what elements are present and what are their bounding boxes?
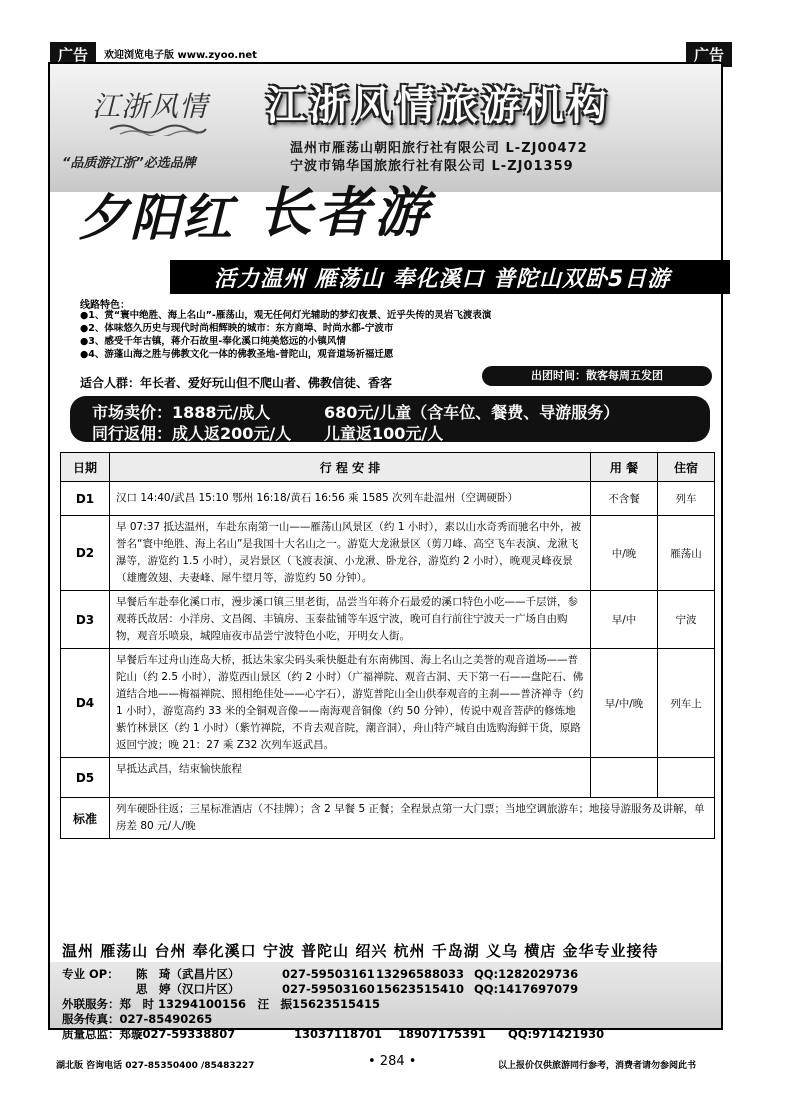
day-cell: D2 bbox=[61, 516, 110, 591]
quality-qq: QQ:971421930 bbox=[508, 1027, 605, 1041]
cities-line: 温州 雁荡山 台州 奉化溪口 宁波 普陀山 绍兴 杭州 千岛湖 义乌 横店 金华专业接待 bbox=[62, 942, 659, 960]
feature-item: ●3、感受千年古镇，蒋介石故里-奉化溪口纯美悠远的小镇风情 bbox=[80, 336, 346, 347]
op-name: 思 婷（汉口片区） bbox=[136, 982, 240, 996]
departure-badge: 出团时间：散客每周五发团 bbox=[482, 366, 712, 386]
op-contact-row bbox=[62, 966, 578, 982]
op-mobile: 15623515410 bbox=[376, 982, 465, 996]
lodging-cell: 宁波 bbox=[658, 591, 715, 649]
rebate-label: 同行返佣： bbox=[92, 424, 173, 443]
itinerary-cell: 早餐后车过舟山连岛大桥，抵达朱家尖码头乘快艇赴有东南佛国、海上名山之美誉的观音道场——普陀山（约 2.5 小时），游览西山景区（约 2 小时）（广福禅院、观音古洞、天下第一石——盘陀石、佛道结合地——梅福禅院、照相绝佳处——心字石），游览普陀山全山供奉观音的主刹——普济禅寺（约 1 小时），游览高约 33 米的全铜观音像——南海观音铜像（约 50 分钟），传说中观音菩萨的修炼地紫竹林景区（约 1 小时）（紫竹禅院，不肯去观音院，潮音洞），舟山特产城自由选购海鲜干货，原路返回宁波；晚 21：27 乘 Z32 次列车返武昌。 bbox=[110, 649, 591, 758]
day-cell: D3 bbox=[61, 591, 110, 649]
lodging-cell: 列车 bbox=[658, 482, 715, 516]
audience-text: 适合人群：年长者、爱好玩山但不爬山者、佛教信徒、香客 bbox=[80, 376, 393, 390]
col-lodging: 住宿 bbox=[658, 453, 715, 482]
table-row bbox=[61, 516, 715, 591]
table-row bbox=[61, 649, 715, 758]
day-cell: D4 bbox=[61, 649, 110, 758]
meal-cell: 不含餐 bbox=[591, 482, 658, 516]
liaison-row: 外联服务：郑 时 13294100156 汪 振15623515415 bbox=[62, 997, 381, 1011]
meal-cell: 中/晚 bbox=[591, 516, 658, 591]
fax-row: 服务传真：027-85490265 bbox=[62, 1012, 213, 1026]
op-name: 陈 琦（武昌片区） bbox=[136, 967, 240, 981]
title-elder-tour: 长者游 bbox=[258, 180, 432, 244]
rebate-line bbox=[92, 421, 443, 444]
child-rebate: 儿童返100元/人 bbox=[324, 424, 444, 443]
op-qq: QQ:1417697079 bbox=[474, 982, 579, 996]
col-date: 日期 bbox=[61, 453, 110, 482]
col-itinerary: 行 程 安 排 bbox=[110, 453, 591, 482]
child-price: 680元/儿童（含车位、餐费、导游服务） bbox=[324, 403, 620, 422]
meal-cell: 早/中 bbox=[591, 591, 658, 649]
table-row bbox=[61, 591, 715, 649]
footer-contact: 湖北版 咨询电话 027-85350400 /85483227 bbox=[56, 1061, 255, 1071]
feature-item: ●4、游蓬山海之胜与佛教文化一体的佛教圣地-普陀山，观音道场祈福迁愿 bbox=[80, 349, 394, 360]
op-qq: QQ:1282029736 bbox=[474, 967, 579, 981]
site-url: 欢迎浏览电子版 www.zyoo.net bbox=[104, 50, 257, 61]
adult-rebate: 成人返200元/人 bbox=[172, 424, 292, 443]
route-title: 活力温州 雁荡山 奉化溪口 普陀山双卧5日游 bbox=[214, 267, 671, 292]
logo: 江浙风情 bbox=[92, 90, 209, 123]
day-cell: D1 bbox=[61, 482, 110, 516]
ad-tag-left: 广告 bbox=[50, 42, 96, 67]
brand-name: 江浙风情旅游机构 bbox=[266, 82, 610, 129]
footer-disclaimer: 以上报价仅供旅游同行参考，消费者请勿参阅此书 bbox=[498, 1061, 697, 1071]
lodging-cell: 列车上 bbox=[658, 649, 715, 758]
quality-row bbox=[62, 1026, 604, 1042]
market-price-label: 市场卖价： bbox=[92, 403, 173, 422]
logo-wave-icon bbox=[108, 122, 208, 136]
ad-tag-right: 广告 bbox=[686, 42, 732, 67]
op-contact-row bbox=[62, 981, 578, 997]
meal-cell: 早/中/晚 bbox=[591, 649, 658, 758]
op-mobile: 13296588033 bbox=[376, 967, 465, 981]
itinerary-cell: 早餐后车赴奉化溪口市，漫步溪口镇三里老街，品尝当年蒋介石最爱的溪口特色小吃——千层饼，参观蒋氏故居：小洋房、文昌阁、丰镐房、玉泰盐铺等车返宁波，晚可自行前往宁波天一广场自由购物，观音乐喷泉，城隍庙夜市品尝宁波特色小吃，开明女人街。 bbox=[110, 591, 591, 649]
op-phone: 027-59503160 bbox=[282, 982, 375, 996]
day-cell: D5 bbox=[61, 758, 110, 798]
table-row bbox=[61, 798, 715, 839]
agency-line: 宁波市锦华国旅旅行社有限公司 L-ZJ01359 bbox=[290, 159, 574, 174]
table-row bbox=[61, 758, 715, 798]
lodging-cell: 雁荡山 bbox=[658, 516, 715, 591]
quality-mobile: 13037118701 bbox=[294, 1027, 383, 1041]
op-label: 专业 OP： bbox=[62, 967, 119, 981]
features-heading: 线路特色： bbox=[80, 300, 130, 311]
quality-label: 质量总监：郑璇027-59338807 bbox=[62, 1027, 236, 1041]
quality-mobile: 18907175391 bbox=[398, 1027, 487, 1041]
table-row bbox=[61, 482, 715, 516]
feature-item: ●2、体味悠久历史与现代时尚相辉映的城市：东方商埠、时尚水都-宁波市 bbox=[80, 323, 394, 334]
feature-item: ●1、赏“寰中绝胜、海上名山”-雁荡山，观无任何灯光辅助的梦幻夜景、近乎失传的灵岩飞渡表演 bbox=[80, 310, 492, 321]
lodging-cell bbox=[658, 758, 715, 798]
page-number: • 284 • bbox=[368, 1054, 417, 1069]
agency-line: 温州市雁荡山朝阳旅行社有限公司 L-ZJ00472 bbox=[290, 141, 588, 156]
itinerary-cell: 早抵达武昌，结束愉快旅程 bbox=[110, 758, 591, 798]
col-meals: 用 餐 bbox=[591, 453, 658, 482]
meal-cell bbox=[591, 758, 658, 798]
op-phone: 027-59503161 bbox=[282, 967, 375, 981]
table-header-row bbox=[61, 453, 715, 482]
standard-label: 标准 bbox=[61, 798, 110, 839]
schedule-table bbox=[60, 452, 715, 839]
title-sunset: 夕阳红 bbox=[78, 188, 234, 247]
standard-text: 列车硬卧往返；三星标准酒店（不挂牌）；含 2 早餐 5 正餐；全程景点第一大门票；当地空调旅游车；地接导游服务及讲解，单房差 80 元/人/晚 bbox=[110, 798, 715, 839]
adult-price: 1888元/成人 bbox=[172, 403, 271, 422]
market-price-line bbox=[92, 400, 619, 423]
brand-slogan: “品质游江浙”必选品牌 bbox=[62, 156, 196, 171]
itinerary-cell: 汉口 14:40/武昌 15:10 鄂州 16:18/黄石 16:56 乘 1585 次列车赴温州（空调硬卧） bbox=[110, 482, 591, 516]
itinerary-cell: 早 07:37 抵达温州，车赴东南第一山——雁荡山风景区（约 1 小时），素以山水奇秀而驰名中外，被誉名“寰中绝胜、海上名山”是我国十大名山之一。游览大龙湫景区（剪刀峰、高空飞车表演、龙湫飞瀑等，游览约 1.5 小时），灵岩景区（飞渡表演、小龙湫、卧龙谷，游览约 2 小时），晚观灵峰夜景（雄鹰敛翅、夫妻峰、犀牛望月等，游览约 50 分钟）。 bbox=[110, 516, 591, 591]
